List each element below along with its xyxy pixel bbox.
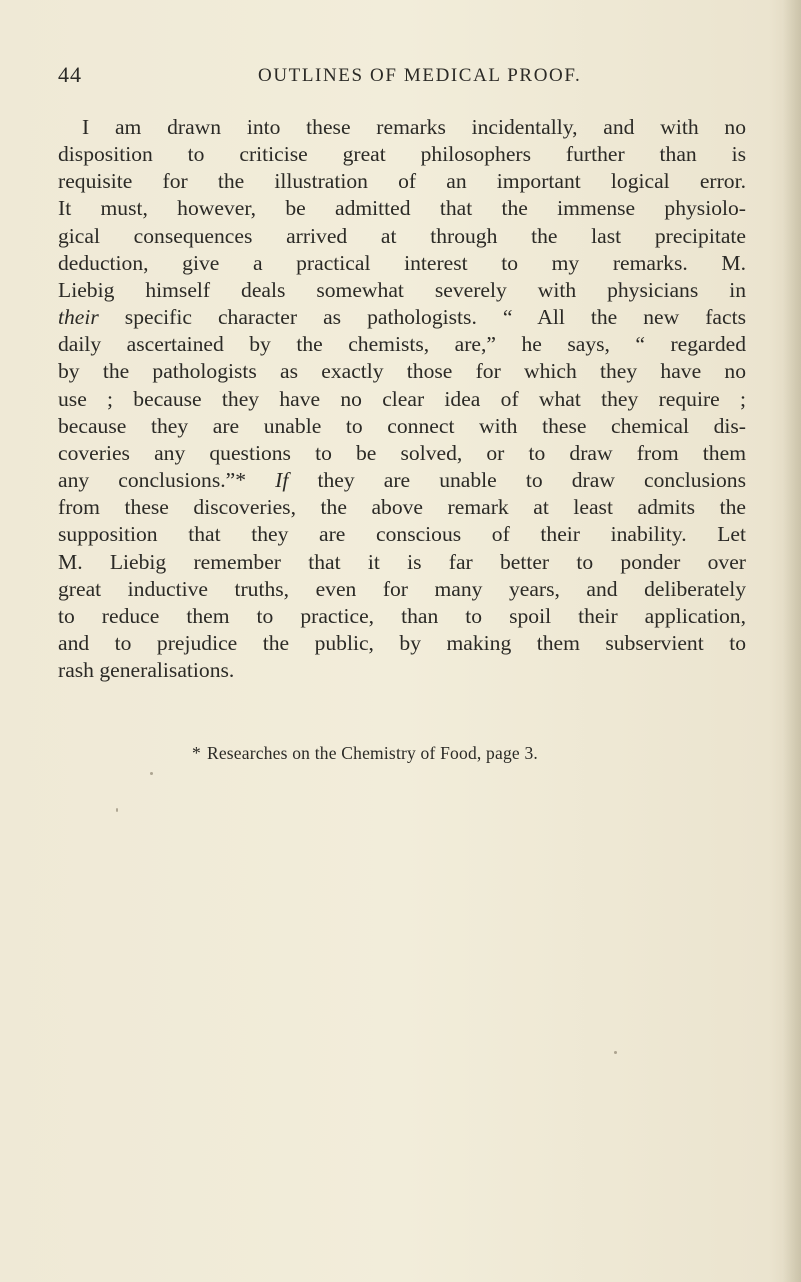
text-line: Liebig himself deals somewhat severely with physicians in xyxy=(58,277,746,302)
page-edge-shadow xyxy=(783,0,801,1282)
text-line: disposition to criticise great philosophers further than is xyxy=(58,142,746,167)
text-line: deduction, give a practical interest to my remarks. M. xyxy=(58,250,746,275)
body-paragraph xyxy=(58,114,746,684)
footnote xyxy=(192,743,538,764)
text-line: to reduce them to practice, than to spoil their application, xyxy=(58,603,746,628)
text-line: and to prejudice the public, by making them subservient to xyxy=(58,630,746,655)
text-line: from these discoveries, the above remark at least admits the xyxy=(58,495,746,520)
text-line: rash generalisations. xyxy=(58,658,235,683)
text-line: daily ascertained by the chemists, are,” he says, “ regarded xyxy=(58,332,746,357)
page-number: 44 xyxy=(58,62,82,87)
text-line: great inductive truths, even for many years, and deliberately xyxy=(58,576,746,601)
text-line: by the pathologists as exactly those for which they have no xyxy=(58,359,746,384)
text-line: supposition that they are conscious of their inability. Let xyxy=(58,522,746,547)
paper-speck xyxy=(150,772,153,775)
running-head xyxy=(58,62,748,94)
text-line: It must, however, be admitted that the immense physiolo- xyxy=(58,196,746,221)
running-title: OUTLINES OF MEDICAL PROOF. xyxy=(258,65,582,86)
text-line: I am drawn into these remarks incidentally, and with no xyxy=(82,115,746,139)
line-text: they are unable to draw conclusions xyxy=(288,468,746,493)
footnote-mark: * xyxy=(192,743,201,763)
italic-word: If xyxy=(275,468,289,493)
text-line: requisite for the illustration of an important logical error. xyxy=(58,169,746,194)
text-line: coveries any questions to be solved, or to draw from them xyxy=(58,440,746,465)
paper-speck xyxy=(116,808,118,812)
text-line: gical consequences arrived at through the last precipitate xyxy=(58,223,746,248)
text-line xyxy=(58,304,746,331)
line-text: specific character as pathologists. “ All the new facts xyxy=(98,305,746,330)
text-line: use ; because they have no clear idea of what they require ; xyxy=(58,386,746,411)
text-line: M. Liebig remember that it is far better to ponder over xyxy=(58,549,746,574)
footnote-text: Researches on the Chemistry of Food, page 3. xyxy=(206,743,538,763)
line-text: any conclusions.”* xyxy=(58,468,276,493)
text-line xyxy=(58,467,746,494)
text-line: because they are unable to connect with these chemical dis- xyxy=(58,413,746,438)
paper-speck xyxy=(614,1051,617,1054)
italic-word: their xyxy=(58,305,99,330)
